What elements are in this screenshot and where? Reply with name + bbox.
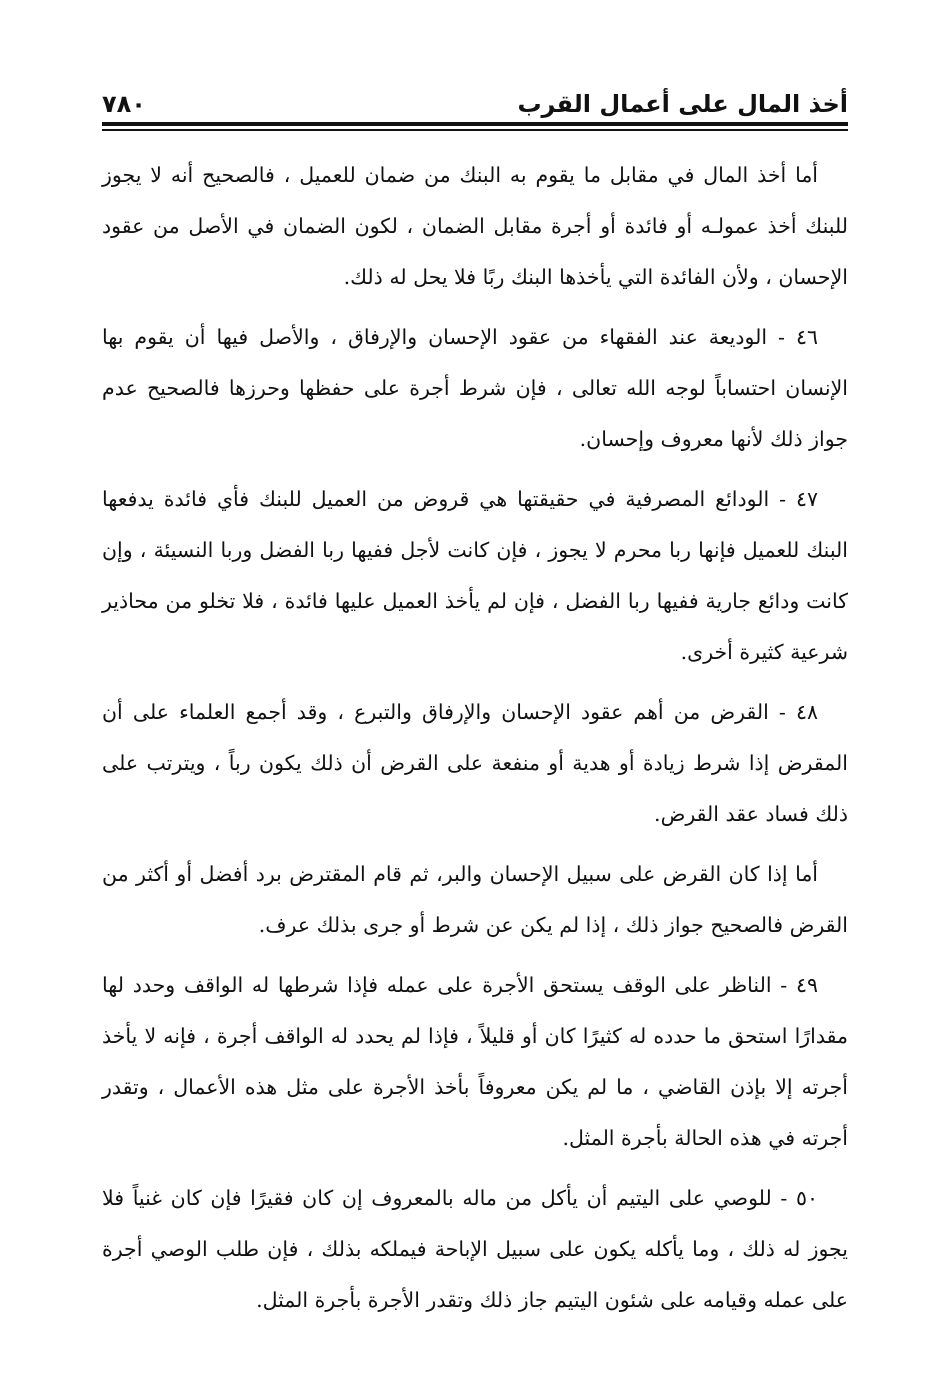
page-header: [102, 78, 848, 128]
body-text: [102, 150, 848, 1326]
page-number: ٧٨٠: [102, 90, 146, 118]
paragraph-49-waqf-supervisor: ٤٩ - الناظر على الوقف يستحق الأجرة على عمله فإذا شرطها له الواقف وحدد لها مقدارًا استحق ما حدده له كثيرًا كان أو قليلاً ، فإذا لم يحدد له الواقف أجرة ، فإنه لا يأخذ أجرته إلا بإذن القاضي ، ما لم يكن معروفاً بأخذ الأجرة على مثل هذه الأعمال ، وتقدر أجرته في هذه الحالة بأجرة المثل.: [102, 973, 848, 1150]
header-rule-thick: [102, 122, 848, 126]
running-title: أخذ المال على أعمال القرب: [517, 90, 848, 118]
paragraph-47-bank-deposits: ٤٧ - الودائع المصرفية في حقيقتها هي قروض من العميل للبنك فأي فائدة يدفعها البنك للعميل فإنها ربا محرم لا يجوز ، فإن كانت لأجل ففيها ربا الفضل وربا النسيئة ، وإن كانت ودائع جارية ففيها ربا الفضل ، فإن لم يأخذ العميل عليها فائدة ، فلا تخلو من محاذير شرعية كثيرة أخرى.: [102, 487, 848, 664]
paragraph-50-guardian: ٥٠ - للوصي على اليتيم أن يأكل من ماله بالمعروف إن كان فقيرًا فإن كان غنياً فلا يجوز له ذلك ، وما يأكله يكون على سبيل الإباحة فيملكه بذلك ، فإن طلب الوصي أجرة على عمله وقيامه على شئون اليتيم جاز ذلك وتقدر الأجرة بأجرة المثل.: [102, 1186, 848, 1312]
paragraph-bank-guarantee: أما أخذ المال في مقابل ما يقوم به البنك من ضمان للعميل ، فالصحيح أنه لا يجوز للبنك أخذ عمولـه أو فائدة أو أجرة مقابل الضمان ، لكون الضمان في الأصل من عقود الإحسان ، ولأن الفائدة التي يأخذها البنك ربًا فلا يحل له ذلك.: [102, 163, 848, 289]
header-rule-thin: [102, 129, 848, 131]
paragraph-loan-repayment: أما إذا كان القرض على سبيل الإحسان والبر، ثم قام المقترض برد أفضل أو أكثر من القرض فالصحيح جواز ذلك ، إذا لم يكن عن شرط أو جرى بذلك عرف.: [102, 862, 848, 937]
paragraph-46-deposit: ٤٦ - الوديعة عند الفقهاء من عقود الإحسان والإرفاق ، والأصل فيها أن يقوم بها الإنسان احتساباً لوجه الله تعالى ، فإن شرط أجرة على حفظها وحرزها فالصحيح عدم جواز ذلك لأنها معروف وإحسان.: [102, 325, 848, 451]
paragraph-48-loan: ٤٨ - القرض من أهم عقود الإحسان والإرفاق والتبرع ، وقد أجمع العلماء على أن المقرض إذا شرط زيادة أو هدية أو منفعة على القرض أن ذلك يكون رباً ، ويترتب على ذلك فساد عقد القرض.: [102, 700, 848, 826]
